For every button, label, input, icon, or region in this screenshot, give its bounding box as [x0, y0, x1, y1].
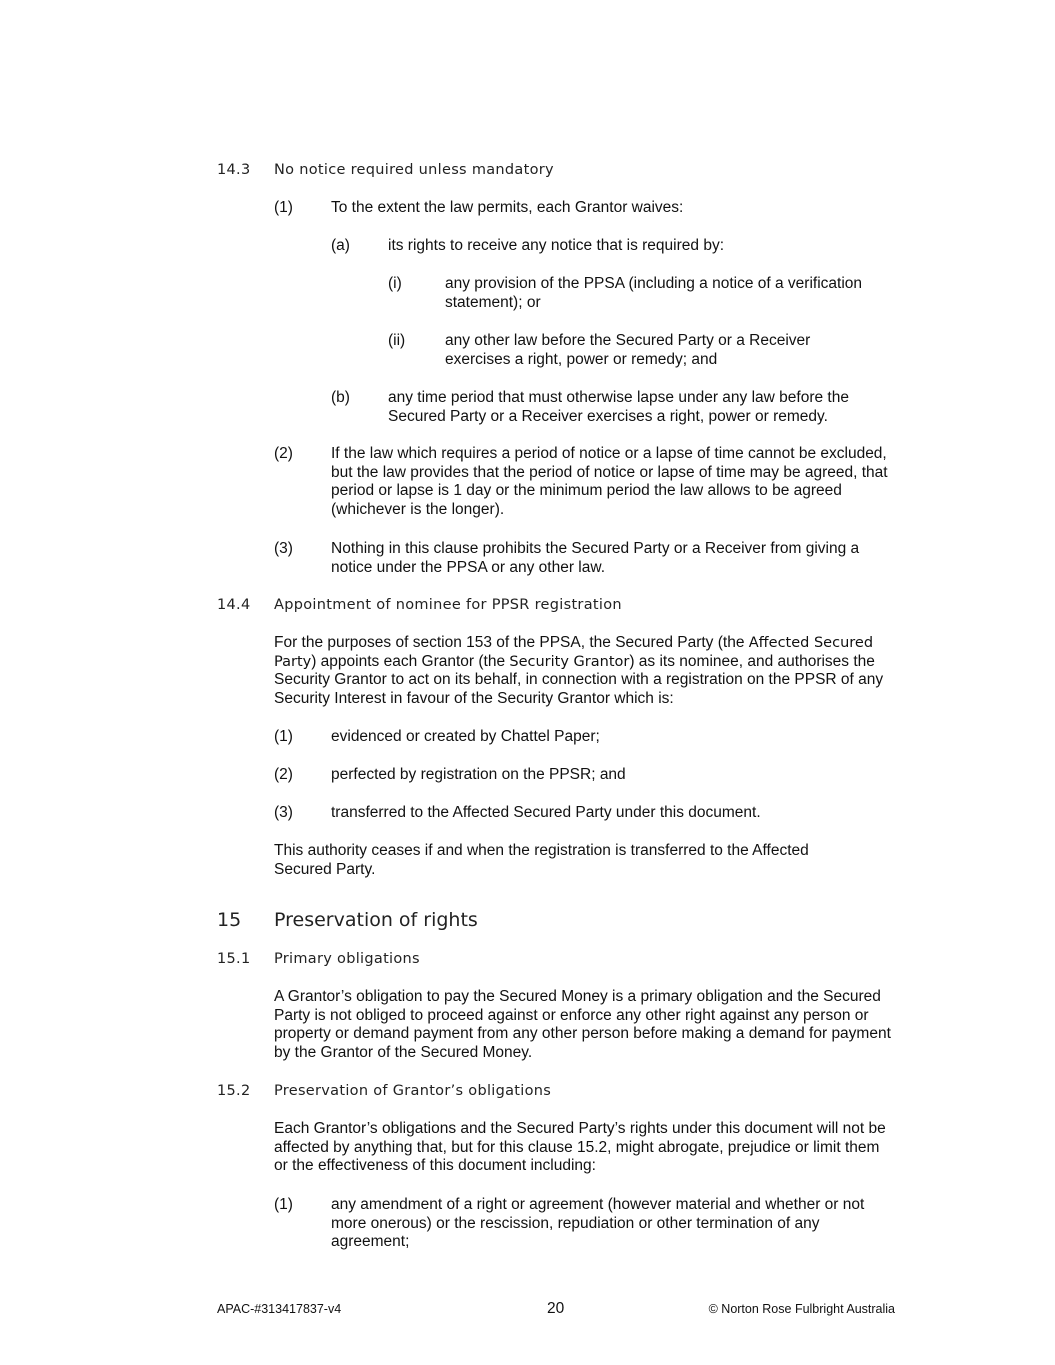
clause-number: (a) — [331, 237, 350, 254]
clause-text: Nothing in this clause prohibits the Secured Party or a Receiver from giving a notice under the PPSA or any other law. — [331, 540, 860, 576]
clause-number: (2) — [274, 766, 293, 783]
clause-number: (1) — [274, 1196, 293, 1213]
clause-text: perfected by registration on the PPSR; and — [331, 766, 626, 783]
section-title: Primary obligations — [274, 951, 420, 967]
section-15-1-body: A Grantor’s obligation to pay the Secured Money is a primary obligation and the Secured Party is not obliged to proceed against or enforce any other right against any person or property or demand payment from any other person before making a demand for payment by the Grantor of the Secured Money. — [274, 988, 891, 1061]
clause-text: evidenced or created by Chattel Paper; — [331, 728, 600, 745]
clause-number: (3) — [274, 804, 293, 821]
clause-text: If the law which requires a period of notice or a lapse of time cannot be excluded, but the law provides that the period of notice or lapse of time may be agreed, that period or lapse is 1 day or the minimum period the law allows to be agreed (whichever is the longer). — [331, 445, 888, 518]
defined-term: Security Grantor — [509, 653, 630, 670]
defined-term: Affected Secured Party — [274, 635, 874, 670]
section-title: Preservation of Grantor’s obligations — [274, 1083, 552, 1099]
section-number: 15.2 — [217, 1083, 251, 1099]
clause-text: any amendment of a right or agreement (however material and whether or not more onerous) or the rescission, repudiation or other termination of any agreement; — [331, 1196, 865, 1251]
clause-number: (2) — [274, 445, 293, 462]
clause-number: (i) — [388, 275, 402, 292]
section-number: 15.1 — [217, 951, 251, 967]
intro-text: For the purposes of section 153 of the PPSA, the Secured Party (the — [274, 634, 749, 651]
section-title: Preservation of rights — [274, 909, 478, 931]
clause-text: To the extent the law permits, each Grantor waives: — [331, 199, 684, 216]
section-number: 15 — [217, 909, 242, 931]
section-14-4-closing: This authority ceases if and when the registration is transferred to the Affected Secured Party. — [274, 842, 809, 878]
clause-text: any time period that must otherwise lapse under any law before the Secured Party or a Receiver exercises a right, power or remedy. — [388, 389, 849, 425]
section-title: Appointment of nominee for PPSR registration — [274, 597, 622, 613]
clause-number: (b) — [331, 389, 350, 406]
footer-doc-ref: APAC-#313417837-v4 — [217, 1302, 342, 1316]
intro-text: ) appoints each Grantor (the — [311, 652, 510, 670]
clause-number: (1) — [274, 728, 293, 745]
clause-text: any provision of the PPSA (including a notice of a verification statement); or — [445, 275, 863, 311]
clause-number: (1) — [274, 199, 293, 216]
clause-text: transferred to the Affected Secured Party under this document. — [331, 804, 761, 821]
footer-page-number: 20 — [547, 1300, 565, 1317]
section-14-4-intro — [274, 634, 896, 708]
clause-text: its rights to receive any notice that is required by: — [388, 237, 724, 254]
clause-number: (ii) — [388, 332, 406, 349]
section-15-2-body: Each Grantor’s obligations and the Secured Party’s rights under this document will not be affected by anything that, but for this clause 15.2, might abrogate, prejudice or limit them or the effectiveness of this document including: — [274, 1120, 886, 1175]
intro-text: ) as its nominee, and authorises the Security Grantor to act on its behalf, in connection with a registration on the PPSR of any Security Interest in favour of the Security Grantor which is: — [274, 652, 884, 707]
clause-number: (3) — [274, 540, 293, 557]
section-title: No notice required unless mandatory — [274, 162, 554, 178]
section-number: 14.3 — [217, 162, 251, 178]
footer-copyright: © Norton Rose Fulbright Australia — [708, 1302, 895, 1316]
clause-text: any other law before the Secured Party or a Receiver exercises a right, power or remedy; and — [445, 332, 811, 368]
section-number: 14.4 — [217, 597, 251, 613]
